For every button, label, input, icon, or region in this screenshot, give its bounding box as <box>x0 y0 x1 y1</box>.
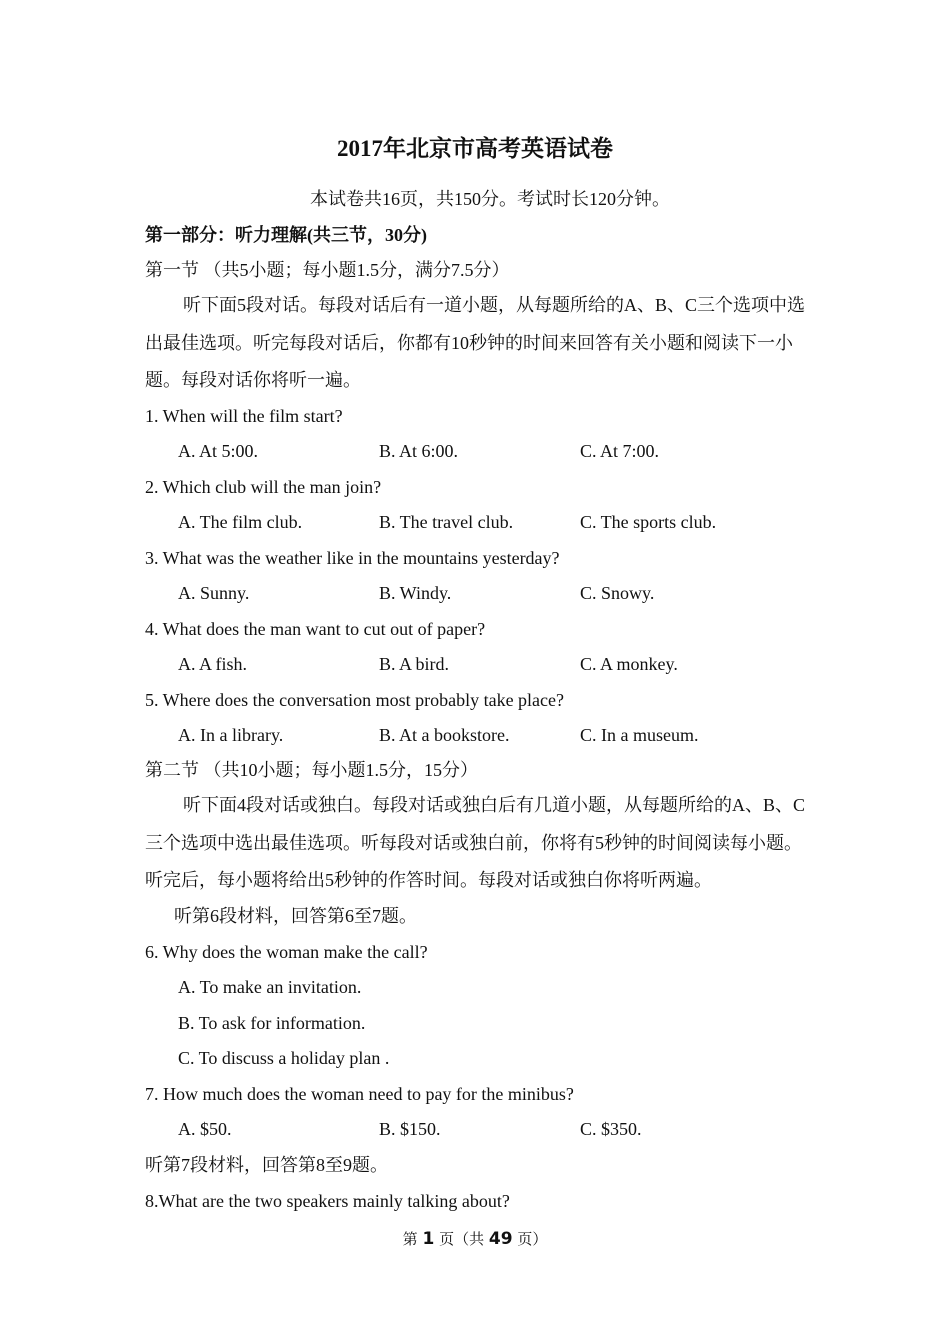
option-a: A. $50. <box>178 1119 232 1139</box>
option-c: C. Snowy. <box>580 583 655 603</box>
part1-heading: 第一部分：听力理解(共三节，30分) <box>145 225 427 245</box>
page-number: 1 <box>422 1229 435 1249</box>
question-6-option-c: C. To discuss a holiday plan . <box>178 1048 390 1068</box>
material-7-note: 听第7段材料，回答第8至9题。 <box>145 1155 388 1175</box>
question-6: 6. Why does the woman make the call? <box>145 942 428 962</box>
option-a: A. Sunny. <box>178 583 250 603</box>
option-b: B. Windy. <box>379 583 452 603</box>
section2-instruction: 听下面4段对话或独白。每段对话或独白后有几道小题，从每题所给的A、B、C三个选项中选出最佳选项。听每段对话或独白前，你将有5秒钟的时间阅读每小题。听完后，每小题将给出5秒钟的作答时间。每段对话或独白你将听两遍。 <box>145 795 806 890</box>
question-6-option-b: B. To ask for information. <box>178 1013 366 1033</box>
section1-heading: 第一节 （共5小题；每小题1.5分，满分7.5分） <box>145 260 510 280</box>
question-2: 2. Which club will the man join? <box>145 477 382 497</box>
option-b: B. At 6:00. <box>379 441 459 461</box>
question-5: 5. Where does the conversation most probably take place? <box>145 690 565 710</box>
question-7: 7. How much does the woman need to pay for the minibus? <box>145 1084 574 1104</box>
option-c: C. $350. <box>580 1119 642 1139</box>
question-8: 8.What are the two speakers mainly talking about? <box>145 1191 510 1211</box>
option-c: C. The sports club. <box>580 512 717 532</box>
footer-suffix: 页） <box>517 1230 548 1248</box>
option-b: B. A bird. <box>379 654 450 674</box>
option-c: C. In a museum. <box>580 725 699 745</box>
question-6-option-a: A. To make an invitation. <box>178 977 362 997</box>
total-pages: 49 <box>488 1229 513 1249</box>
page-title: 2017年北京市高考英语试卷 <box>337 136 613 161</box>
material-6-note: 听第6段材料，回答第6至7题。 <box>174 906 417 926</box>
option-b: B. The travel club. <box>379 512 514 532</box>
question-4: 4. What does the man want to cut out of paper? <box>145 619 486 639</box>
option-a: A. A fish. <box>178 654 248 674</box>
option-c: C. A monkey. <box>580 654 678 674</box>
page-footer <box>0 1227 950 1251</box>
section1-instruction: 听下面5段对话。每段对话后有一道小题，从每题所给的A、B、C三个选项中选出最佳选项。听完每段对话后，你都有10秒钟的时间来回答有关小题和阅读下一小题。每段对话你将听一遍。 <box>145 295 806 390</box>
option-b: B. At a bookstore. <box>379 725 510 745</box>
option-a: A. The film club. <box>178 512 303 532</box>
footer-prefix: 第 <box>402 1230 418 1248</box>
question-1: 1. When will the film start? <box>145 406 343 426</box>
footer-middle: 页（共 <box>439 1230 485 1248</box>
section2-heading: 第二节 （共10小题；每小题1.5分，15分） <box>145 760 478 780</box>
question-3: 3. What was the weather like in the mountains yesterday? <box>145 548 560 568</box>
option-c: C. At 7:00. <box>580 441 660 461</box>
option-a: A. In a library. <box>178 725 284 745</box>
exam-info: 本试卷共16页，共150分。考试时长120分钟。 <box>310 189 670 209</box>
option-a: A. At 5:00. <box>178 441 259 461</box>
option-b: B. $150. <box>379 1119 441 1139</box>
